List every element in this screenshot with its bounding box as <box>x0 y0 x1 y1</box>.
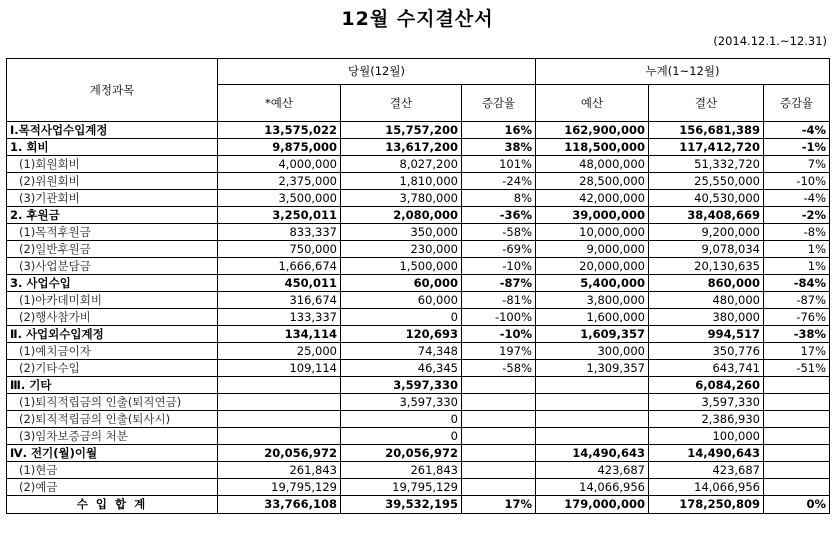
monthly-change-cell <box>462 411 536 428</box>
monthly-result-cell: 3,780,000 <box>341 190 462 207</box>
monthly-budget-cell: 261,843 <box>218 462 341 479</box>
monthly-budget-cell: 9,875,000 <box>218 139 341 156</box>
row-label: (3)기관회비 <box>7 190 218 207</box>
row-label: 1. 회비 <box>7 139 218 156</box>
monthly-change-cell <box>462 377 536 394</box>
monthly-budget-cell: 450,011 <box>218 275 341 292</box>
cumulative-budget-cell <box>536 411 649 428</box>
table-row <box>7 326 830 343</box>
cumulative-change-cell: 1% <box>764 241 830 258</box>
monthly-budget-cell: 134,114 <box>218 326 341 343</box>
monthly-change-cell: -24% <box>462 173 536 190</box>
cumulative-change-cell <box>764 394 830 411</box>
monthly-result-cell: 0 <box>341 309 462 326</box>
table-row <box>7 343 830 360</box>
cumulative-change-cell <box>764 479 830 496</box>
monthly-change-cell <box>462 479 536 496</box>
monthly-result-cell: 230,000 <box>341 241 462 258</box>
monthly-budget-cell: 133,337 <box>218 309 341 326</box>
table-row <box>7 224 830 241</box>
cumulative-budget-cell: 10,000,000 <box>536 224 649 241</box>
cumulative-change-cell: -1% <box>764 139 830 156</box>
table-row <box>7 292 830 309</box>
table-row <box>7 479 830 496</box>
row-label: Ⅱ. 사업외수입계정 <box>7 326 218 343</box>
table-row <box>7 275 830 292</box>
monthly-result-cell: 350,000 <box>341 224 462 241</box>
cumulative-result-cell: 2,386,930 <box>649 411 764 428</box>
monthly-change-cell: -87% <box>462 275 536 292</box>
cumulative-budget-cell <box>536 377 649 394</box>
monthly-result-cell: 261,843 <box>341 462 462 479</box>
table-row <box>7 360 830 377</box>
header-monthly-result: 결산 <box>341 85 462 122</box>
cumulative-result-cell: 423,687 <box>649 462 764 479</box>
cumulative-change-cell <box>764 411 830 428</box>
cumulative-result-cell: 40,530,000 <box>649 190 764 207</box>
table-row <box>7 190 830 207</box>
monthly-change-cell: 101% <box>462 156 536 173</box>
cumulative-change-cell: -10% <box>764 173 830 190</box>
row-label: (1)예치금이자 <box>7 343 218 360</box>
monthly-result-cell: 15,757,200 <box>341 122 462 139</box>
monthly-result-cell: 2,080,000 <box>341 207 462 224</box>
monthly-change-cell: 17% <box>462 496 536 514</box>
monthly-change-cell <box>462 394 536 411</box>
monthly-change-cell: -58% <box>462 224 536 241</box>
monthly-result-cell: 60,000 <box>341 275 462 292</box>
monthly-budget-cell: 316,674 <box>218 292 341 309</box>
monthly-result-cell: 0 <box>341 428 462 445</box>
row-label: (2)퇴직적립금의 인출(퇴사시) <box>7 411 218 428</box>
monthly-change-cell: -10% <box>462 326 536 343</box>
cumulative-result-cell: 994,517 <box>649 326 764 343</box>
header-monthly-budget: *예산 <box>218 85 341 122</box>
row-label: Ⅳ. 전기(월)이월 <box>7 445 218 462</box>
cumulative-budget-cell: 14,066,956 <box>536 479 649 496</box>
row-label: (1)현금 <box>7 462 218 479</box>
cumulative-result-cell: 100,000 <box>649 428 764 445</box>
monthly-budget-cell: 19,795,129 <box>218 479 341 496</box>
cumulative-budget-cell <box>536 394 649 411</box>
header-cumulative-budget: 예산 <box>536 85 649 122</box>
cumulative-budget-cell: 1,309,357 <box>536 360 649 377</box>
monthly-change-cell: 197% <box>462 343 536 360</box>
cumulative-result-cell: 6,084,260 <box>649 377 764 394</box>
row-label: (1)퇴직적립금의 인출(퇴직연금) <box>7 394 218 411</box>
monthly-budget-cell: 4,000,000 <box>218 156 341 173</box>
cumulative-budget-cell: 48,000,000 <box>536 156 649 173</box>
header-cumulative-change: 증감율 <box>764 85 830 122</box>
row-label: 3. 사업수입 <box>7 275 218 292</box>
monthly-result-cell: 60,000 <box>341 292 462 309</box>
cumulative-change-cell: -8% <box>764 224 830 241</box>
monthly-result-cell: 3,597,330 <box>341 394 462 411</box>
cumulative-budget-cell: 423,687 <box>536 462 649 479</box>
cumulative-change-cell: 1% <box>764 258 830 275</box>
document-title: 12월 수지결산서 <box>341 8 494 30</box>
monthly-result-cell: 39,532,195 <box>341 496 462 514</box>
monthly-budget-cell <box>218 411 341 428</box>
total-row <box>7 496 830 514</box>
cumulative-budget-cell: 14,490,643 <box>536 445 649 462</box>
cumulative-result-cell: 38,408,669 <box>649 207 764 224</box>
cumulative-budget-cell: 179,000,000 <box>536 496 649 514</box>
monthly-budget-cell: 833,337 <box>218 224 341 241</box>
monthly-change-cell <box>462 428 536 445</box>
table-row <box>7 258 830 275</box>
cumulative-result-cell: 117,412,720 <box>649 139 764 156</box>
cumulative-result-cell: 3,597,330 <box>649 394 764 411</box>
monthly-change-cell: 16% <box>462 122 536 139</box>
table-row <box>7 411 830 428</box>
monthly-change-cell: -10% <box>462 258 536 275</box>
monthly-budget-cell: 750,000 <box>218 241 341 258</box>
cumulative-result-cell: 9,078,034 <box>649 241 764 258</box>
row-label: Ⅲ. 기타 <box>7 377 218 394</box>
table-row <box>7 462 830 479</box>
table-row <box>7 241 830 258</box>
monthly-result-cell: 8,027,200 <box>341 156 462 173</box>
settlement-table <box>6 58 830 514</box>
cumulative-change-cell <box>764 377 830 394</box>
monthly-result-cell: 13,617,200 <box>341 139 462 156</box>
cumulative-result-cell: 380,000 <box>649 309 764 326</box>
table-row <box>7 139 830 156</box>
cumulative-change-cell: -84% <box>764 275 830 292</box>
cumulative-result-cell: 51,332,720 <box>649 156 764 173</box>
cumulative-change-cell <box>764 428 830 445</box>
cumulative-budget-cell: 1,600,000 <box>536 309 649 326</box>
monthly-change-cell: -100% <box>462 309 536 326</box>
cumulative-budget-cell: 1,609,357 <box>536 326 649 343</box>
cumulative-budget-cell: 3,800,000 <box>536 292 649 309</box>
cumulative-budget-cell: 42,000,000 <box>536 190 649 207</box>
row-label: (2)예금 <box>7 479 218 496</box>
monthly-budget-cell: 3,250,011 <box>218 207 341 224</box>
monthly-result-cell: 1,500,000 <box>341 258 462 275</box>
cumulative-budget-cell: 28,500,000 <box>536 173 649 190</box>
row-label: (2)일반후원금 <box>7 241 218 258</box>
cumulative-budget-cell: 20,000,000 <box>536 258 649 275</box>
cumulative-result-cell: 20,130,635 <box>649 258 764 275</box>
cumulative-change-cell: -87% <box>764 292 830 309</box>
cumulative-budget-cell: 162,900,000 <box>536 122 649 139</box>
monthly-budget-cell: 3,500,000 <box>218 190 341 207</box>
cumulative-change-cell <box>764 462 830 479</box>
cumulative-result-cell: 643,741 <box>649 360 764 377</box>
cumulative-change-cell: -4% <box>764 122 830 139</box>
cumulative-result-cell: 14,490,643 <box>649 445 764 462</box>
monthly-result-cell: 120,693 <box>341 326 462 343</box>
monthly-budget-cell: 33,766,108 <box>218 496 341 514</box>
monthly-change-cell: -36% <box>462 207 536 224</box>
header-account: 계정과목 <box>7 59 218 122</box>
row-label: (1)아카데미회비 <box>7 292 218 309</box>
monthly-result-cell: 20,056,972 <box>341 445 462 462</box>
row-label: 2. 후원금 <box>7 207 218 224</box>
monthly-budget-cell <box>218 428 341 445</box>
table-row <box>7 309 830 326</box>
monthly-budget-cell: 20,056,972 <box>218 445 341 462</box>
cumulative-result-cell: 178,250,809 <box>649 496 764 514</box>
row-label: (3)임차보증금의 처분 <box>7 428 218 445</box>
cumulative-budget-cell: 39,000,000 <box>536 207 649 224</box>
monthly-budget-cell: 2,375,000 <box>218 173 341 190</box>
cumulative-change-cell: 0% <box>764 496 830 514</box>
row-label: (2)행사참가비 <box>7 309 218 326</box>
table-row <box>7 377 830 394</box>
monthly-result-cell: 0 <box>341 411 462 428</box>
cumulative-budget-cell: 5,400,000 <box>536 275 649 292</box>
table-row <box>7 428 830 445</box>
cumulative-result-cell: 350,776 <box>649 343 764 360</box>
row-label: (3)사업분담금 <box>7 258 218 275</box>
table-row <box>7 445 830 462</box>
monthly-result-cell: 3,597,330 <box>341 377 462 394</box>
cumulative-change-cell: -2% <box>764 207 830 224</box>
header-cumulative: 누계(1~12월) <box>536 59 830 85</box>
cumulative-budget-cell <box>536 428 649 445</box>
cumulative-result-cell: 156,681,389 <box>649 122 764 139</box>
cumulative-change-cell: -76% <box>764 309 830 326</box>
monthly-change-cell: -81% <box>462 292 536 309</box>
monthly-change-cell: 38% <box>462 139 536 156</box>
header-monthly: 당월(12월) <box>218 59 536 85</box>
monthly-budget-cell <box>218 377 341 394</box>
monthly-budget-cell: 1,666,674 <box>218 258 341 275</box>
cumulative-change-cell: 7% <box>764 156 830 173</box>
monthly-change-cell <box>462 445 536 462</box>
cumulative-result-cell: 25,550,000 <box>649 173 764 190</box>
table-row <box>7 122 830 139</box>
cumulative-budget-cell: 118,500,000 <box>536 139 649 156</box>
monthly-result-cell: 19,795,129 <box>341 479 462 496</box>
table-row <box>7 156 830 173</box>
cumulative-change-cell: -51% <box>764 360 830 377</box>
row-label: (2)기타수입 <box>7 360 218 377</box>
row-label: (1)회원회비 <box>7 156 218 173</box>
cumulative-change-cell: -4% <box>764 190 830 207</box>
header-monthly-change: 증감율 <box>462 85 536 122</box>
cumulative-result-cell: 860,000 <box>649 275 764 292</box>
monthly-result-cell: 74,348 <box>341 343 462 360</box>
row-label: Ⅰ.목적사업수입계정 <box>7 122 218 139</box>
header-cumulative-result: 결산 <box>649 85 764 122</box>
monthly-budget-cell: 25,000 <box>218 343 341 360</box>
row-label: (2)위원회비 <box>7 173 218 190</box>
monthly-change-cell: -58% <box>462 360 536 377</box>
monthly-change-cell <box>462 462 536 479</box>
monthly-change-cell: 8% <box>462 190 536 207</box>
row-label: 수 입 합 계 <box>7 496 218 514</box>
period-label: (2014.12.1.~12.31) <box>713 34 827 48</box>
monthly-budget-cell <box>218 394 341 411</box>
cumulative-change-cell <box>764 445 830 462</box>
table-row <box>7 207 830 224</box>
cumulative-result-cell: 9,200,000 <box>649 224 764 241</box>
table-row <box>7 394 830 411</box>
cumulative-budget-cell: 300,000 <box>536 343 649 360</box>
table-row <box>7 173 830 190</box>
cumulative-budget-cell: 9,000,000 <box>536 241 649 258</box>
monthly-change-cell: -69% <box>462 241 536 258</box>
row-label: (1)목적후원금 <box>7 224 218 241</box>
monthly-budget-cell: 13,575,022 <box>218 122 341 139</box>
monthly-result-cell: 1,810,000 <box>341 173 462 190</box>
monthly-budget-cell: 109,114 <box>218 360 341 377</box>
cumulative-result-cell: 480,000 <box>649 292 764 309</box>
cumulative-change-cell: 17% <box>764 343 830 360</box>
cumulative-result-cell: 14,066,956 <box>649 479 764 496</box>
monthly-result-cell: 46,345 <box>341 360 462 377</box>
cumulative-change-cell: -38% <box>764 326 830 343</box>
